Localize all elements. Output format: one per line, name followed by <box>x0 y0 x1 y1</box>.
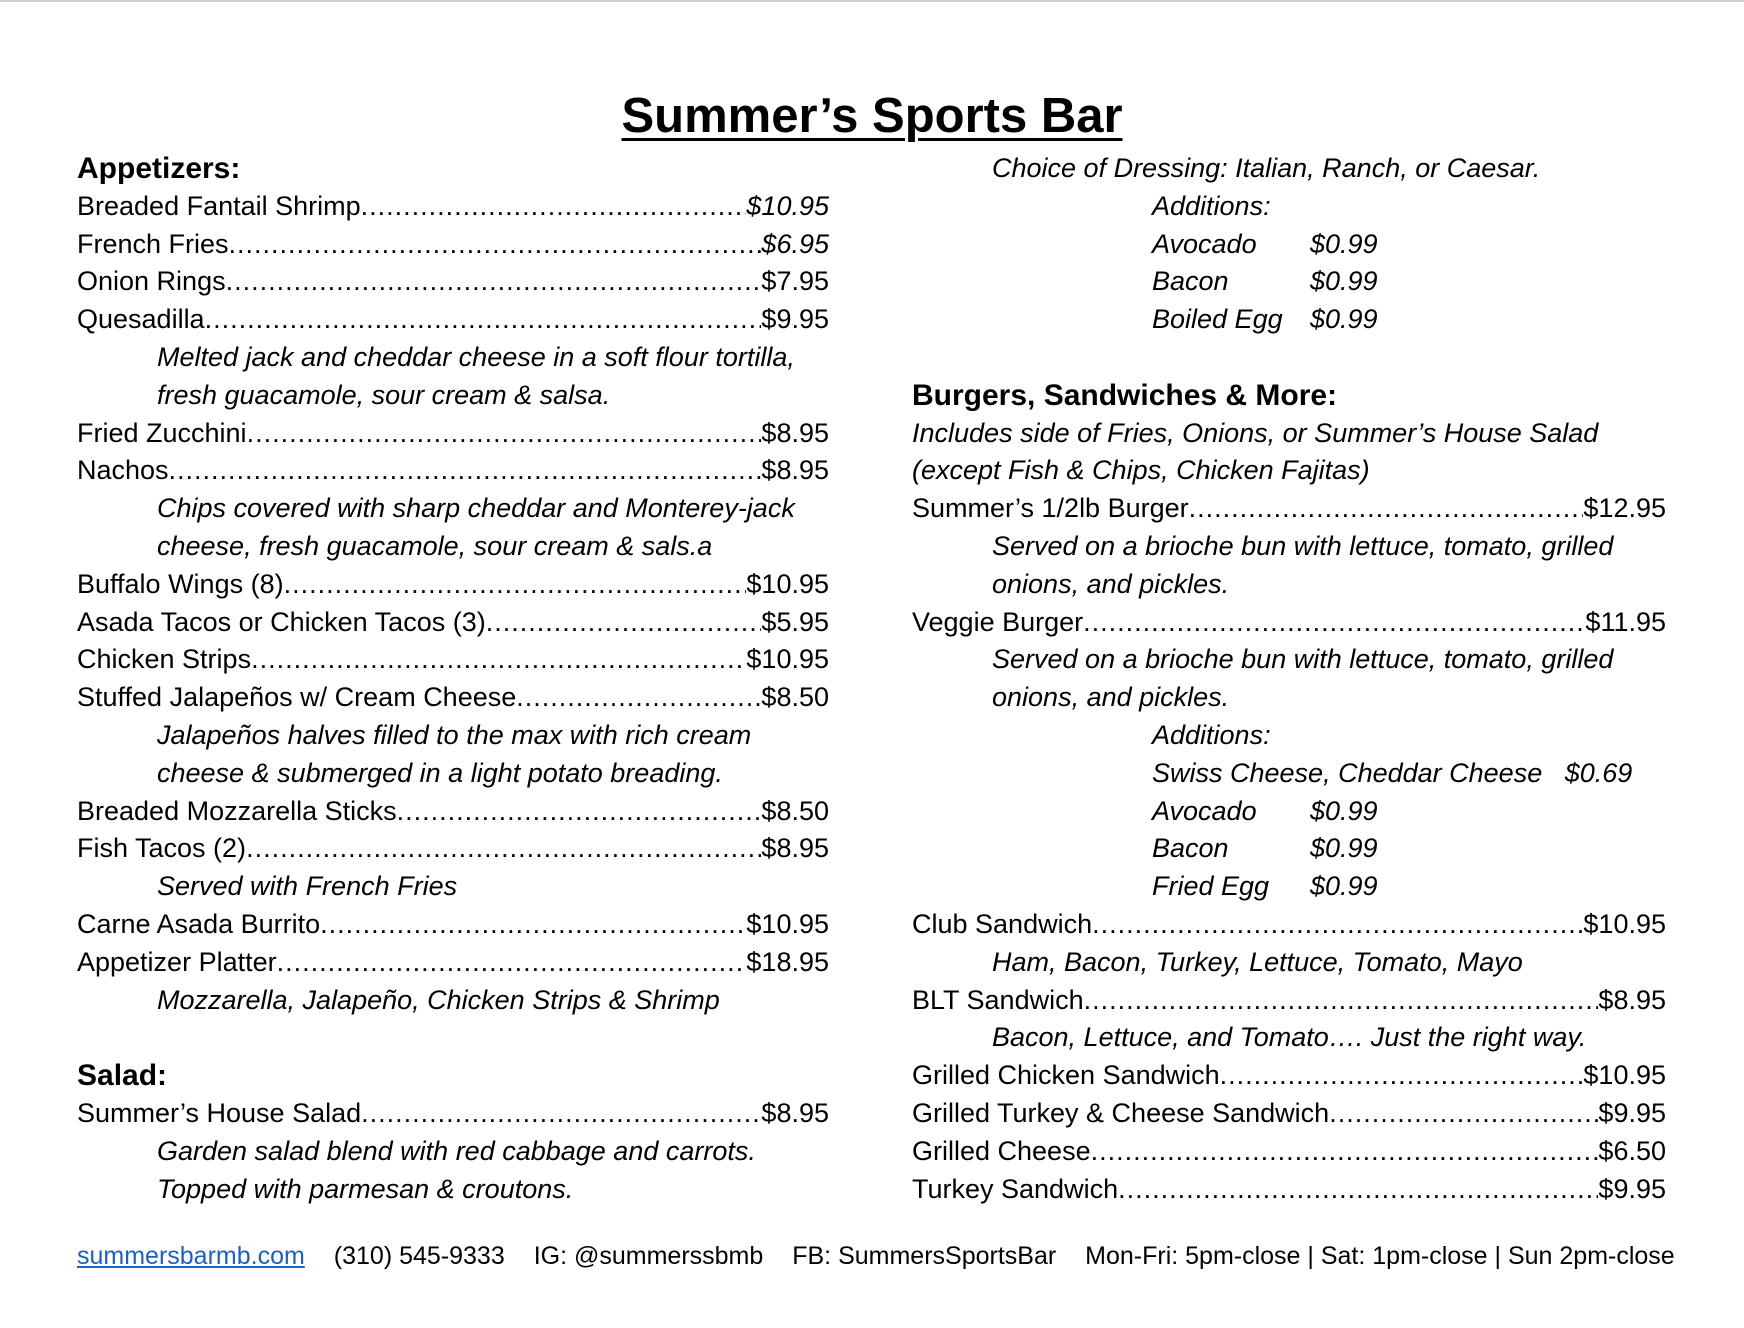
item-description: Melted jack and cheddar cheese in a soft flour tortilla, <box>157 341 795 372</box>
section-heading-appetizers: Appetizers: <box>77 152 241 185</box>
menu-item: Veggie Burger ..... $11.95 <box>912 604 1666 642</box>
menu-item: Buffalo Wings (8) ..... $10.95 <box>77 566 829 604</box>
menu-item: French Fries ..... $6.95 <box>77 226 829 264</box>
item-price: $10.95 <box>746 190 829 221</box>
item-description: Chips covered with sharp cheddar and Monterey-jack <box>157 493 795 524</box>
menu-item: Grilled Turkey & Cheese Sandwich ..... $9.95 <box>912 1095 1666 1133</box>
menu-item: Breaded Mozzarella Sticks ..... $8.50 <box>77 793 829 831</box>
section-spacer <box>77 1019 829 1057</box>
addition-item: Boiled Egg $0.99 <box>1152 304 1378 335</box>
additions-label: Additions: <box>1152 190 1271 221</box>
item-price: $8.50 <box>761 682 829 713</box>
section-note: (except Fish & Chips, Chicken Fajitas) <box>912 455 1370 486</box>
item-description: Served on a brioche bun with lettuce, tomato, grilled <box>992 530 1614 561</box>
addition-item: Fried Egg $0.99 <box>1152 871 1378 902</box>
item-description: Served with French Fries <box>157 871 458 902</box>
section-heading-salad: Salad: <box>77 1059 168 1093</box>
menu-item: Fish Tacos (2) ..... $8.95 <box>77 830 829 868</box>
item-price: $8.95 <box>761 455 829 486</box>
section-note: Includes side of Fries, Onions, or Summer’s House Salad <box>912 417 1599 448</box>
item-price: $10.95 <box>746 644 829 675</box>
item-price: $10.95 <box>1583 908 1666 939</box>
menu-item: Stuffed Jalapeños w/ Cream Cheese ..... $8.50 <box>77 679 829 717</box>
menu-item: Carne Asada Burrito ..... $10.95 <box>77 906 829 944</box>
section-heading-burgers: Burgers, Sandwiches & More: <box>912 378 1338 412</box>
menu-item: Summer’s 1/2lb Burger ..... $12.95 <box>912 490 1666 528</box>
item-description: Ham, Bacon, Turkey, Lettuce, Tomato, Mayo <box>992 946 1523 977</box>
item-price: $11.95 <box>1585 606 1666 637</box>
item-price: $18.95 <box>746 946 829 977</box>
item-price: $7.95 <box>761 266 829 297</box>
menu-item: Onion Rings ..... $7.95 <box>77 263 829 301</box>
menu-item: Chicken Strips ..... $10.95 <box>77 641 829 679</box>
item-price: $12.95 <box>1583 493 1666 524</box>
item-price: $10.95 <box>746 568 829 599</box>
item-description: Served on a brioche bun with lettuce, tomato, grilled <box>992 644 1614 675</box>
item-description: cheese & submerged in a light potato breading. <box>157 757 723 788</box>
item-price: $8.95 <box>761 833 829 864</box>
item-price: $9.95 <box>1598 1173 1666 1204</box>
menu-item: Grilled Cheese ..... $6.50 <box>912 1133 1666 1171</box>
facebook-handle: FB: SummersSportsBar <box>792 1242 1057 1270</box>
menu-item: Quesadilla ..... $9.95 <box>77 301 829 339</box>
item-price: $6.95 <box>761 228 829 259</box>
item-description: fresh guacamole, sour cream & salsa. <box>157 379 611 410</box>
addition-item: Bacon $0.99 <box>1152 266 1378 297</box>
item-description: Garden salad blend with red cabbage and carrots. <box>157 1135 756 1166</box>
item-price: $10.95 <box>1583 1060 1666 1091</box>
item-description: Topped with parmesan & croutons. <box>157 1173 574 1204</box>
item-price: $9.95 <box>1598 1097 1666 1128</box>
business-hours: Mon-Fri: 5pm-close | Sat: 1pm-close | Sun 2pm-close <box>1085 1242 1675 1270</box>
item-description: Bacon, Lettuce, and Tomato…. Just the right way. <box>992 1022 1587 1053</box>
menu-item: Breaded Fantail Shrimp ..... $10.95 <box>77 188 829 226</box>
item-price: $8.95 <box>761 417 829 448</box>
item-price: $9.95 <box>761 304 829 335</box>
item-price: $5.95 <box>761 606 829 637</box>
additions-label: Additions: <box>1152 719 1271 750</box>
addition-item: Avocado $0.99 <box>1152 228 1378 259</box>
menu-item: Fried Zucchini ..... $8.95 <box>77 415 829 453</box>
addition-item: Swiss Cheese, Cheddar Cheese $0.69 <box>1152 757 1633 788</box>
menu-item: Turkey Sandwich ..... $9.95 <box>912 1171 1666 1209</box>
menu-item: Asada Tacos or Chicken Tacos (3) ..... $5.95 <box>77 604 829 642</box>
left-column <box>77 150 829 1208</box>
menu-item: Summer’s House Salad ..... $8.95 <box>77 1095 829 1133</box>
top-border <box>0 0 1744 2</box>
addition-item: Avocado $0.99 <box>1152 795 1378 826</box>
item-description: Mozzarella, Jalapeño, Chicken Strips & Shrimp <box>157 984 720 1015</box>
item-price: $10.95 <box>746 908 829 939</box>
item-description: Jalapeños halves filled to the max with rich cream <box>157 719 752 750</box>
instagram-handle: IG: @summerssbmb <box>533 1242 764 1270</box>
page-title <box>0 84 1744 148</box>
menu-item: Grilled Chicken Sandwich ..... $10.95 <box>912 1057 1666 1095</box>
section-spacer <box>912 339 1666 377</box>
menu-item: Nachos ..... $8.95 <box>77 452 829 490</box>
item-description: cheese, fresh guacamole, sour cream & sals.a <box>157 530 713 561</box>
item-price: $8.95 <box>1598 984 1666 1015</box>
menu-item: Appetizer Platter ..... $18.95 <box>77 944 829 982</box>
page-title-text: Summer’s Sports Bar <box>621 89 1123 143</box>
addition-item: Bacon $0.99 <box>1152 833 1378 864</box>
item-description: onions, and pickles. <box>992 568 1230 599</box>
phone-number: (310) 545-9333 <box>333 1242 505 1270</box>
menu-item: Club Sandwich ..... $10.95 <box>912 906 1666 944</box>
salad-dressing-note: Choice of Dressing: Italian, Ranch, or Caesar. <box>992 153 1541 183</box>
item-price: $6.50 <box>1598 1135 1666 1166</box>
right-column <box>912 150 1666 1208</box>
item-price: $8.95 <box>761 1097 829 1128</box>
item-price: $8.50 <box>761 795 829 826</box>
footer <box>77 1236 1677 1276</box>
item-description: onions, and pickles. <box>992 682 1230 713</box>
website-link[interactable]: summersbarmb.com <box>77 1242 305 1270</box>
menu-item: BLT Sandwich ..... $8.95 <box>912 982 1666 1020</box>
